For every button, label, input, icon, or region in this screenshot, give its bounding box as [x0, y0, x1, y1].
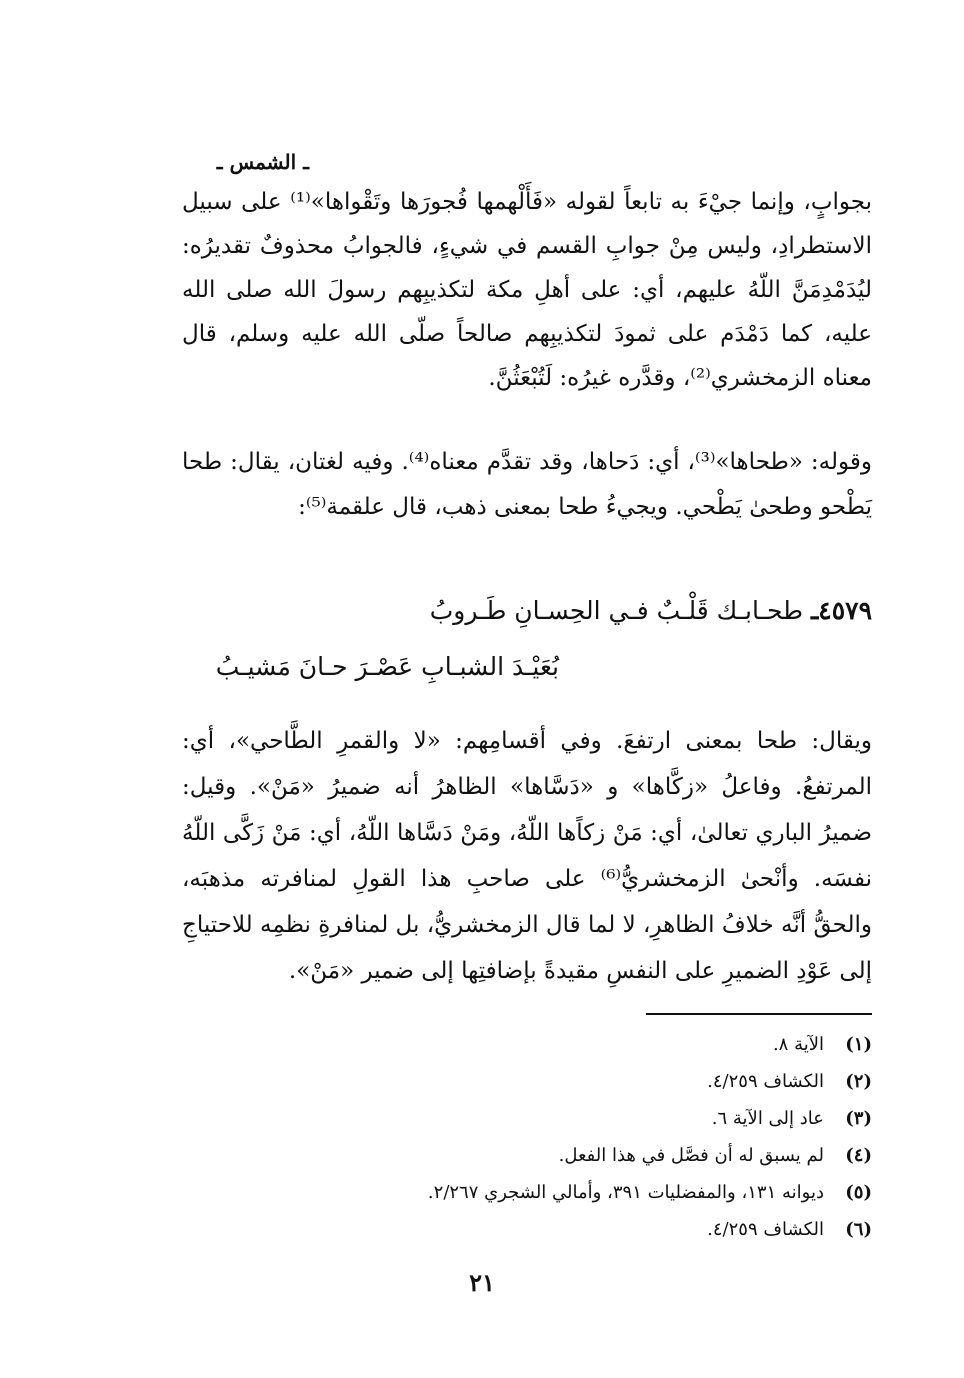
footnote-number: (٣) — [845, 1108, 872, 1129]
footnote-text: ديوانه ١٣١، والمفضليات ٣٩١، وأمالي الشجري ٢/٢٦٧. — [427, 1182, 824, 1203]
footnote-number: (٥) — [845, 1182, 872, 1203]
verse-hemistich-1: طحـابـك قَلْـبٌ فـي الحِسـانِ طَـروبُ — [429, 596, 803, 625]
footnote-text: الكشاف ٤/٢٥٩. — [707, 1219, 824, 1240]
verse-line-2: بُعَيْـدَ الشبـابِ عَصْـرَ حـانَ مَشيـبُ — [215, 652, 559, 681]
footnote-text: لم يسبق له أن فصَّل في هذا الفعل. — [558, 1145, 824, 1166]
footnote-number: (٦) — [845, 1219, 872, 1240]
footnote-item — [272, 1211, 872, 1248]
paragraph-2: وقوله: «طحاها»⁽³⁾، أي: دَحاها، وقد تقدَّم معناه⁽⁴⁾. وفيه لغتان، يقال: طحا يَطْحو وطحىٰ يَطْحي. ويجيءُ طحا بمعنى ذهب، قال علقمة⁽⁵⁾: — [182, 449, 873, 520]
page-number: ٢١ — [469, 1268, 495, 1297]
verse-number: ٤٥٧٩ـ — [810, 596, 872, 625]
footnotes-list — [272, 1026, 872, 1248]
verse-line-1 — [430, 596, 872, 625]
paragraph-1: بجوابٍ، وإنما جيْءَ به تابعاً لقوله «فَأَلْهمها فُجورَها وتَقْواها»⁽¹⁾ على سبيل الاستطرادِ، وليس مِنْ جوابِ القسم في شيءٍ، فالجوابُ محذوفٌ تقديرُه: ليُدَمْدِمَنَّ اللّهُ عليهم، أي: على أهلِ مكة لتكذيبِهم رسولَ الله صلى الله عليه، كما دَمْدَم على ثمودَ لتكذيبِهم صالحاً صلّى الله عليه وسلم، قال معناه الزمخشري⁽²⁾، وقدَّره غيرُه: لَتُبْعَثُنَّ. — [182, 189, 872, 391]
footnote-item — [272, 1100, 872, 1137]
footnote-text: الآية ٨. — [772, 1034, 824, 1055]
footnote-item — [272, 1063, 872, 1100]
footnote-item — [272, 1137, 872, 1174]
footnote-number: (١) — [845, 1034, 872, 1055]
footnote-number: (٢) — [845, 1071, 872, 1092]
paragraph-3: ويقال: طحا بمعنى ارتفعَ. وفي أقسامِهم: «لا والقمرِ الطَّاحي»، أي: المرتفعُ. وفاعلُ «زكَّاها» و «دَسَّاها» الظاهرُ أنه ضميرُ «مَنْ». وقيل: ضميرُ الباري تعالىٰ، أي: مَنْ زكاًها اللّهُ، ومَنْ دَسَّاها اللّهُ، أي: مَنْ زَكَّى اللّهُ نفسَه. وأنْحىٰ الزمخشريُّ⁽⁶⁾ على صاحبِ هذا القولِ لمنافرته مذهبَه، والحقُّ أنَّه خلافُ الظاهرِ، لا لما قال الزمخشريُّ، بل لمنافرةِ نظمِه للاحتياجِ إلى عَوْدِ الضميرِ على النفسِ مقيدةً بإضافتِها إلى ضمير «مَنْ». — [182, 728, 872, 984]
footnote-item — [272, 1026, 872, 1063]
footnote-text: عاد إلى الآية ٦. — [711, 1108, 824, 1129]
footnote-divider — [646, 1013, 872, 1015]
footnote-number: (٤) — [845, 1145, 872, 1166]
footnote-text: الكشاف ٤/٢٥٩. — [707, 1071, 824, 1092]
footnote-item — [272, 1174, 872, 1211]
running-header: ـ الشمس ـ — [216, 150, 309, 174]
